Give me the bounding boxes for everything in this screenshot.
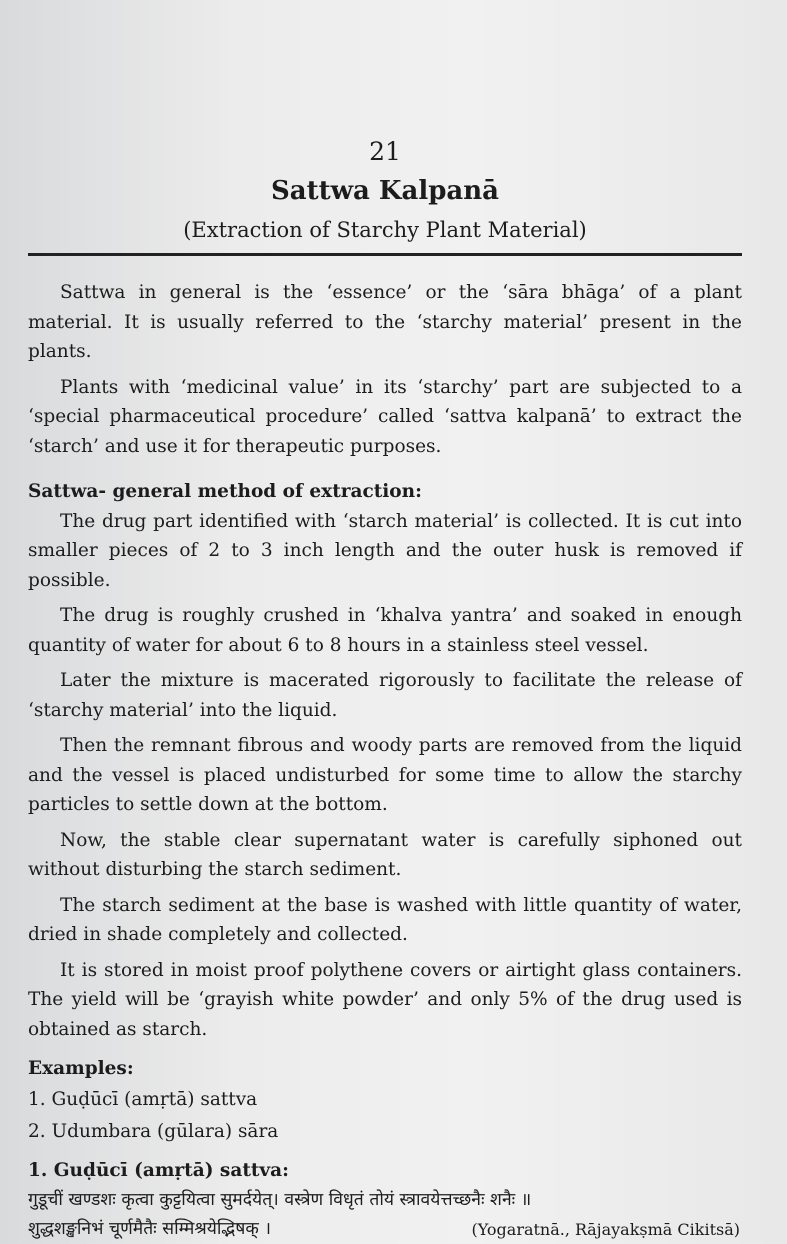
intro-paragraph: Plants with ‘medicinal value’ in its ‘starchy’ part are subjected to a ‘special pharmaceutical procedure’ called ‘sattva kalpanā’ to extract the ‘starch’ and use it for therapeutic purposes. xyxy=(28,376,742,457)
method-paragraph: Now, the stable clear supernatant water is carefully siphoned out without disturbing the starch sediment. xyxy=(28,829,742,880)
sanskrit-verse-text: शुद्धशङ्खनिभं चूर्णमैतैः सम्मिश्रयेद्भिषक् । xyxy=(28,1218,271,1239)
chapter-title: Sattwa Kalpanā xyxy=(270,176,500,206)
method-heading: Sattwa- general method of extraction: xyxy=(28,481,422,502)
sanskrit-verse-line xyxy=(28,1215,742,1244)
method-paragraph: The starch sediment at the base is washed with little quantity of water, dried in shade completely and collected. xyxy=(28,894,742,945)
guduci-heading: 1. Guḍūcī (amṛtā) sattva: xyxy=(28,1160,289,1181)
method-paragraph: Later the mixture is macerated rigorously to facilitate the release of ‘starchy material’ into the liquid. xyxy=(28,670,742,721)
title-rule xyxy=(28,253,742,256)
page xyxy=(28,135,742,1244)
method-paragraph: The drug part identified with ‘starch material’ is collected. It is cut into smaller pieces of 2 to 3 inch length and the outer husk is removed if possible. xyxy=(28,510,742,591)
chapter-subtitle: (Extraction of Starchy Plant Material) xyxy=(183,218,587,242)
example-item: 1. Guḍūcī (amṛtā) sattva xyxy=(28,1089,258,1110)
example-item: 2. Udumbara (gūlara) sāra xyxy=(28,1121,279,1142)
method-paragraph: The drug is roughly crushed in ‘khalva yantra’ and soaked in enough quantity of water for about 6 to 8 hours in a stainless steel vessel. xyxy=(28,605,742,656)
examples-heading: Examples: xyxy=(28,1058,134,1079)
method-paragraph: Then the remnant fibrous and woody parts are removed from the liquid and the vessel is placed undisturbed for some time to allow the starchy particles to settle down at the bottom. xyxy=(28,735,742,815)
verse-reference: (Yogaratnā., Rājayakṣmā Cikitsā) xyxy=(471,1219,740,1239)
method-paragraph: It is stored in moist proof polythene covers or airtight glass containers. The yield will be ‘grayish white powder’ and only 5% of the drug used is obtained as starch. xyxy=(28,959,742,1040)
sanskrit-verse-line: गुडूचीं खण्डशः कृत्वा कुट्टयित्वा सुमर्दयेत्। वस्त्रेण विधृतं तोयं स्त्रावयेत्तच्छनैः शनैः ॥ xyxy=(28,1189,532,1210)
intro-paragraph: Sattwa in general is the ‘essence’ or the ‘sāra bhāga’ of a plant material. It is usually referred to the ‘starchy material’ present in the plants. xyxy=(28,282,742,362)
chapter-number: 21 xyxy=(369,137,401,166)
